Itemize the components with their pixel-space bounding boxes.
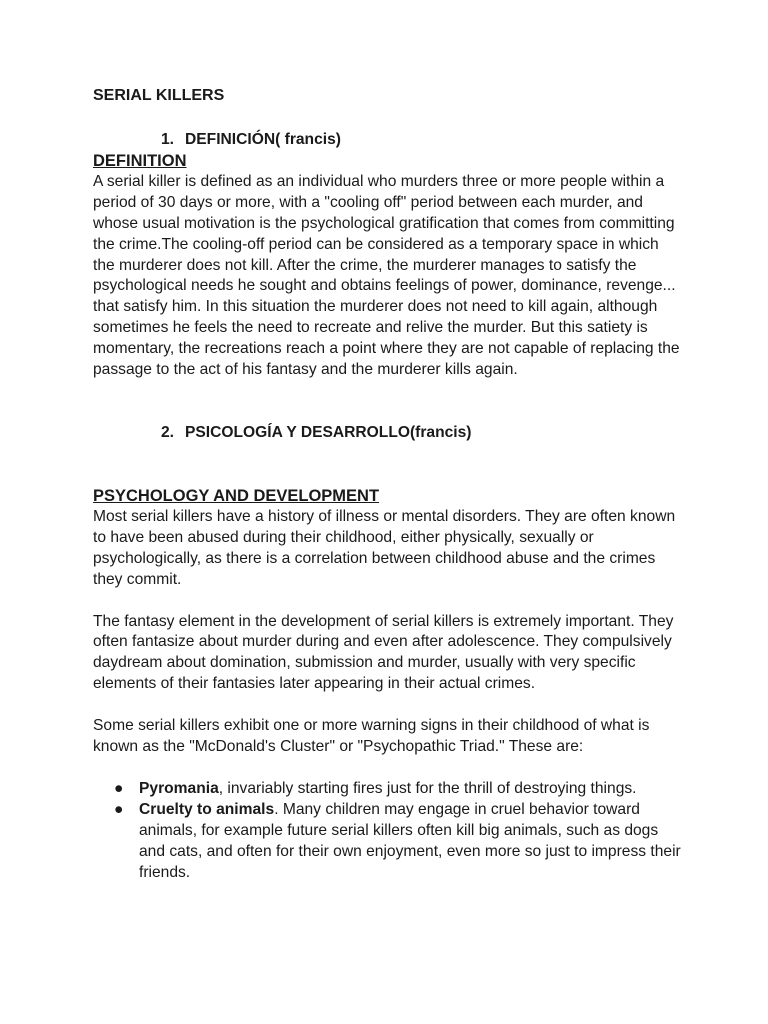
- bullet-icon: ●: [114, 800, 124, 818]
- list-number: 1.: [161, 131, 175, 148]
- psychology-paragraph-3: Some serial killers exhibit one or more warning signs in their childhood of what is known as the "McDonald's Cluster" or "Psychopathic Triad." These are:: [93, 717, 650, 756]
- document-title: SERIAL KILLERS: [93, 87, 225, 104]
- list-item-text: . Many children may engage in cruel behavior toward animals, for example future serial killers often kill big animals, such as dogs and cats, and often for their own enjoyment, even more so just to impress their friends.: [139, 800, 681, 881]
- list-item-bold-term: Cruelty to animals: [139, 800, 275, 818]
- section-heading-psychology: PSYCHOLOGY AND DEVELOPMENT: [93, 486, 380, 505]
- section-heading-definition: DEFINITION: [93, 151, 187, 170]
- list-number: 2.: [161, 423, 175, 441]
- list-item-bold-term: Pyromania: [139, 779, 219, 797]
- numbered-heading-text: PSICOLOGÍA Y DESARROLLO(francis): [185, 423, 472, 441]
- numbered-heading-text: DEFINICIÓN( francis): [185, 131, 341, 148]
- list-item-text: , invariably starting fires just for the thrill of destroying things.: [218, 779, 637, 797]
- psychology-paragraph-2: The fantasy element in the development of serial killers is extremely important. They often fantasize about murder during and even after adolescence. They compulsively daydream about domination, submission and murder, usually with very specific elements of their fantasies later appearing in their actual crimes.: [93, 612, 674, 693]
- document-page: [93, 86, 683, 883]
- warning-signs-list: [93, 779, 683, 884]
- numbered-heading-psicologia: [93, 423, 683, 444]
- bullet-icon: ●: [114, 779, 124, 797]
- numbered-heading-definicion: [93, 130, 683, 151]
- list-item: [93, 800, 683, 884]
- list-item: [93, 779, 683, 800]
- psychology-paragraph-1: Most serial killers have a history of illness or mental disorders. They are often known to have been abused during their childhood, either physically, sexually or psychologically, as there is a correlation between childhood abuse and the crimes they commit.: [93, 507, 676, 588]
- definition-paragraph: A serial killer is defined as an individual who murders three or more people within a period of 30 days or more, with a "cooling off" period between each murder, and whose usual motivation is the psychological gratification that comes from committing the crime.The cooling-off period can be considered as a temporary space in which the murderer does not kill. After the crime, the murderer manages to satisfy the psychological needs he sought and obtains feelings of power, dominance, revenge... that satisfy him. In this situation the murderer does not need to kill again, although sometimes he feels the need to recreate and relive the murder. But this satiety is momentary, the recreations reach a point where they are not capable of replacing the passage to the act of his fantasy and the murderer kills again.: [93, 172, 680, 379]
